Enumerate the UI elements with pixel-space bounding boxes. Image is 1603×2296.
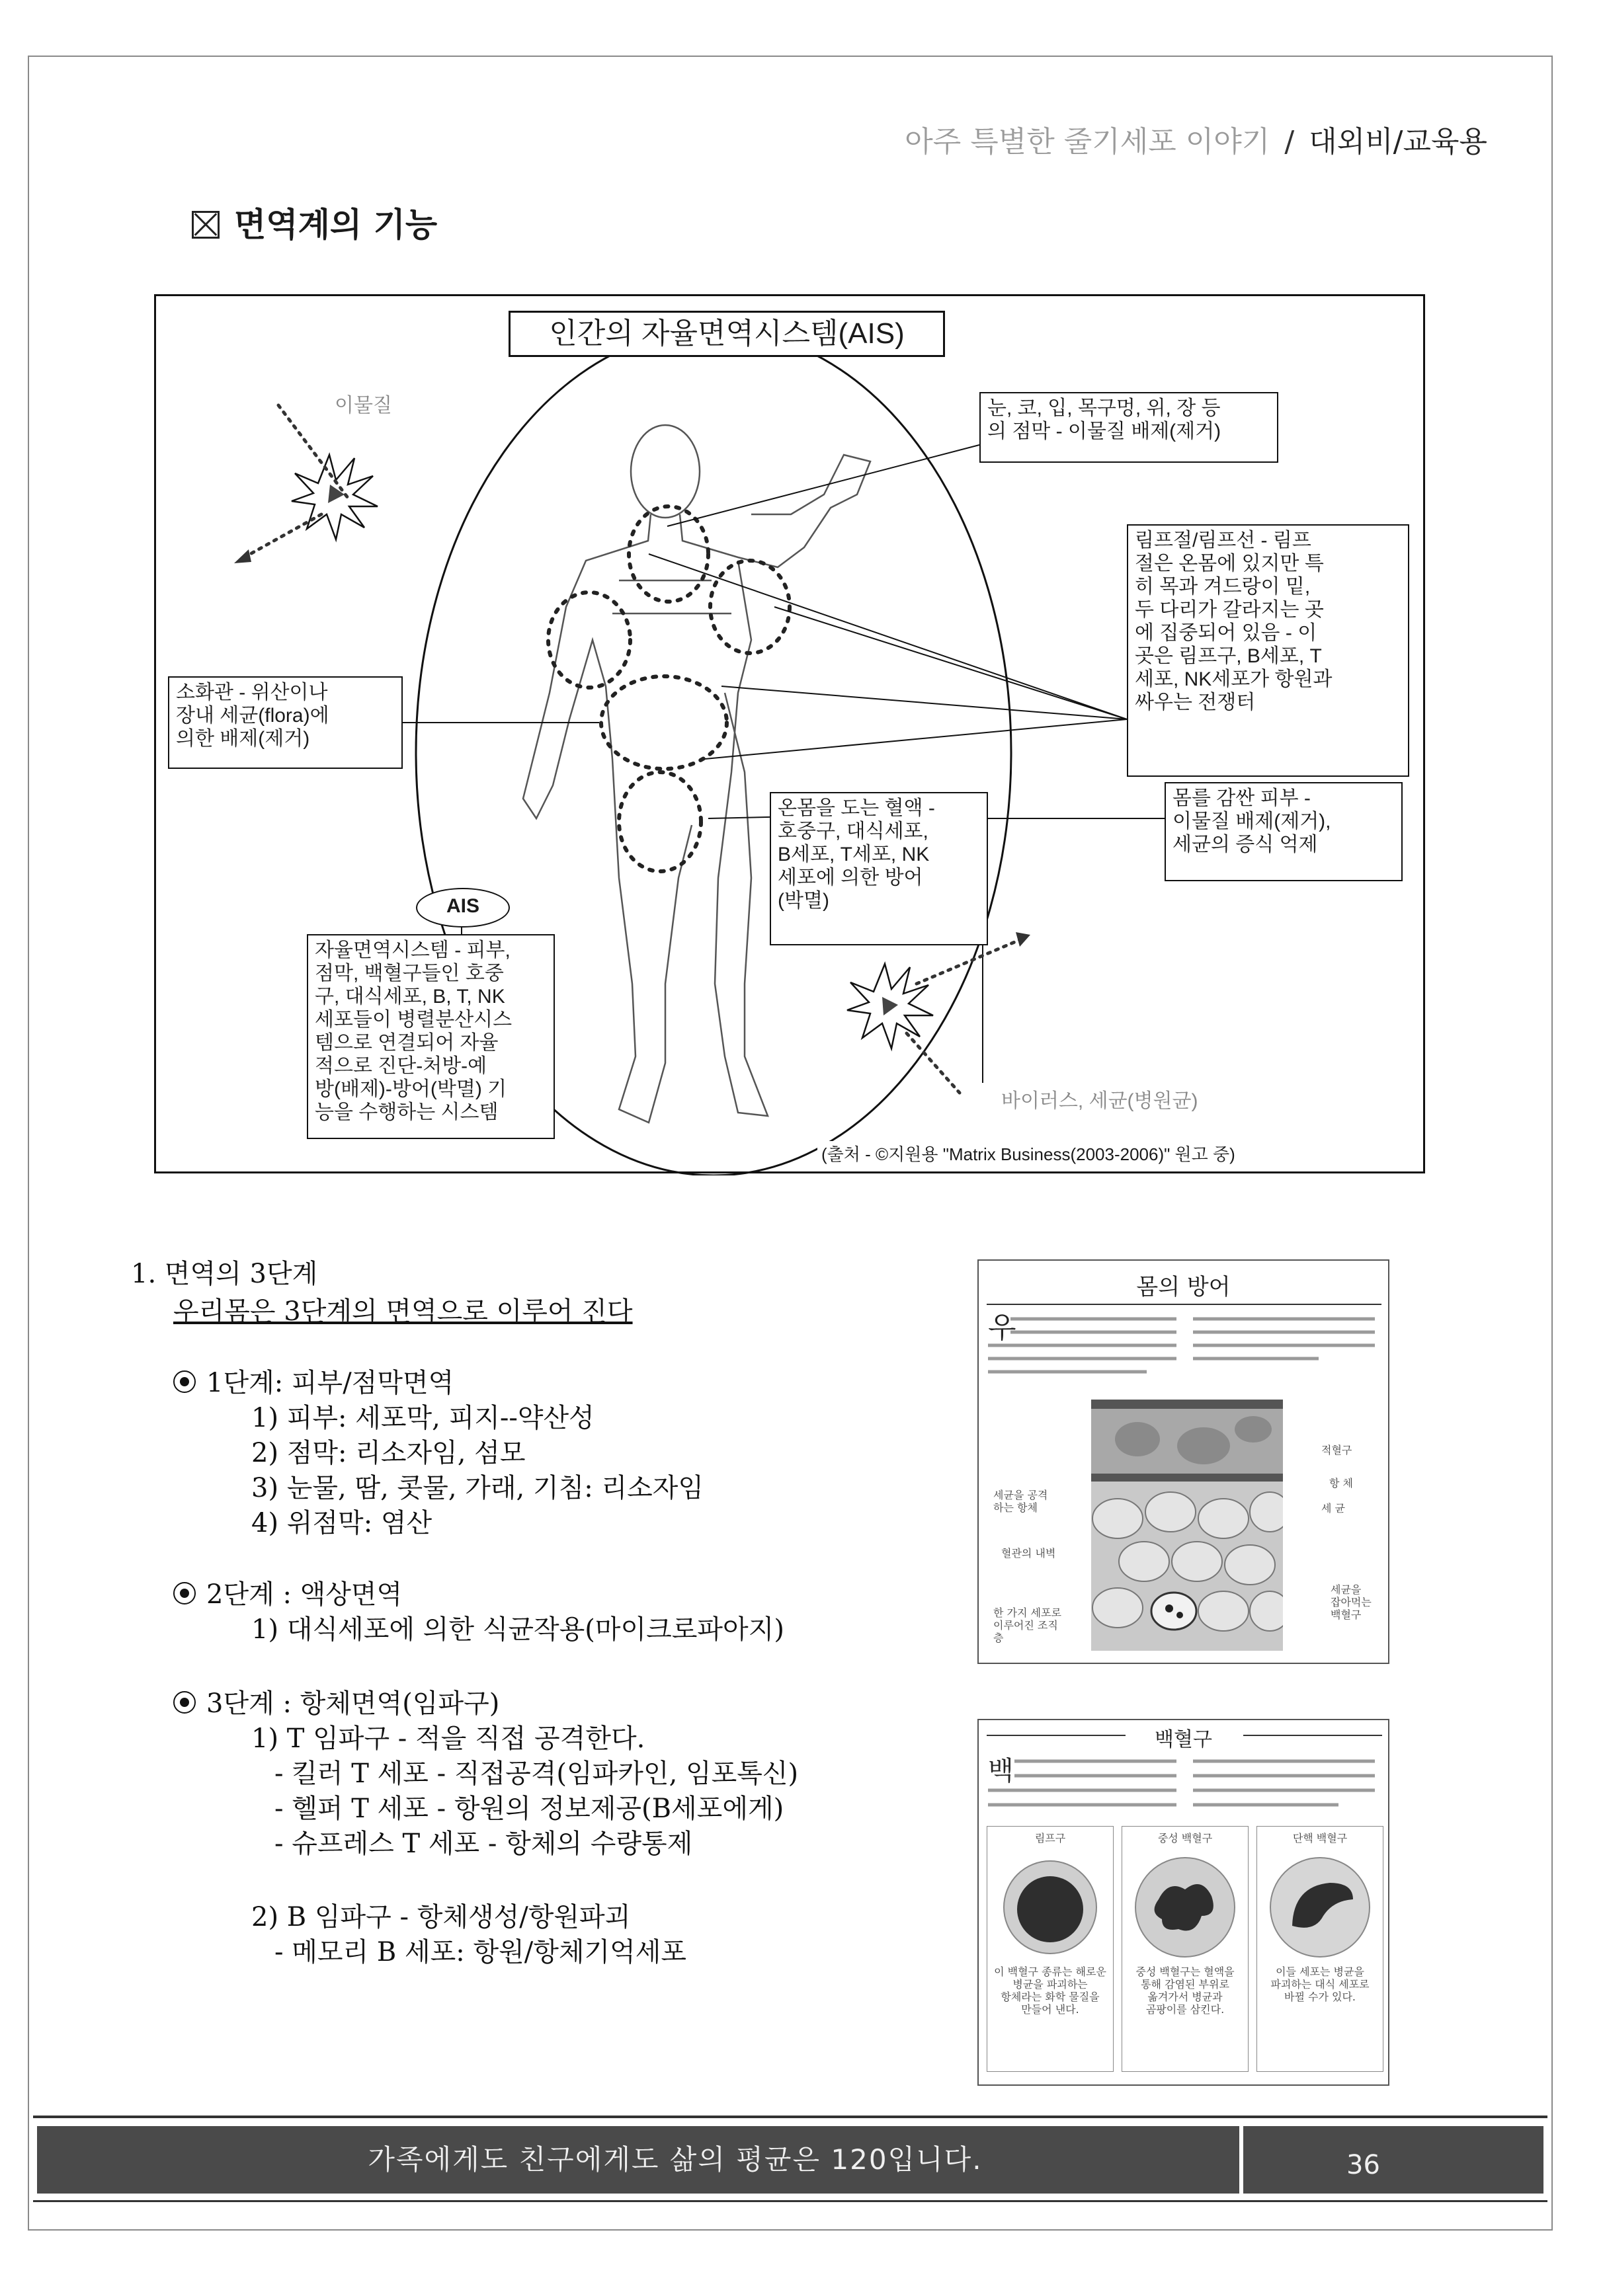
- bullet-circle-icon: [173, 1370, 196, 1393]
- header-title: 아주 특별한 줄기세포 이야기: [905, 125, 1270, 159]
- wbc-inset: [977, 1719, 1389, 2086]
- footer-slogan: 가족에게도 친구에게도 삶의 평균은 120입니다.: [368, 2143, 983, 2176]
- tissue-illustration: [1091, 1400, 1283, 1651]
- ais-tag: AIS: [416, 888, 510, 928]
- svg-text:우: 우: [988, 1312, 1016, 1345]
- lymphocyte-icon: [999, 1856, 1102, 1959]
- virus-label: 바이러스, 세균(병원균): [1001, 1090, 1198, 1112]
- digestive-box: 소화관 - 위산이나 장내 세균(flora)에 의한 배제(제거): [168, 676, 403, 769]
- burst-icon: [292, 455, 378, 539]
- cell-desc: 중성 백혈구는 혈액을 통해 감염된 부위로 옮겨가서 병균과 곰팡이를 삼킨다.: [1135, 1965, 1235, 2016]
- header-audience: 대외비/교육용: [1309, 125, 1487, 159]
- caption-bacteria: 세 균: [1321, 1502, 1345, 1515]
- footer-bar: [37, 2126, 1543, 2194]
- svg-text:백: 백: [988, 1756, 1014, 1786]
- bullet-circle-icon: [173, 1582, 196, 1604]
- stage3-item: 2) B 임파구 - 항체생성/항원파괴: [251, 1902, 631, 1932]
- stage1-item: 3) 눈물, 땀, 콧물, 가래, 기침: 리소자임: [251, 1473, 704, 1503]
- lymph-box: 림프절/림프선 - 림프 절은 온몸에 있지만 특 히 목과 겨드랑이 밑, 두 다리가 갈라지는 곳 에 집중되어 있음 - 이 곳은 림프구, B세포, T 세포, NK세포가 항원과 싸우는 전쟁터: [1127, 524, 1409, 777]
- footer-divider: [1239, 2126, 1243, 2194]
- header-separator: /: [1284, 125, 1295, 159]
- caption-antibody-attack: 세균을 공격하는 항체: [993, 1489, 1048, 1514]
- human-body-icon: [523, 425, 870, 1123]
- cell-label: 단핵 백혈구: [1292, 1832, 1348, 1844]
- page-number: 36: [1346, 2150, 1380, 2180]
- cell-label: 중성 백혈구: [1157, 1832, 1213, 1844]
- figure-source: (출처 - ©지원용 "Matrix Business(2003-2006)" 원고 중): [817, 1141, 1239, 1166]
- bullet-circle-icon: [173, 1691, 196, 1714]
- stage2-title: 2단계 : 액상면역: [173, 1573, 402, 1611]
- heading-subtitle: 우리몸은 3단계의 면역으로 이루어 진다: [173, 1296, 633, 1327]
- footer-rule-top: [33, 2116, 1547, 2118]
- ais-description-box: 자율면역시스템 - 피부, 점막, 백혈구들인 호중 구, 대식세포, B, T, NK 세포들이 병렬분산시스 템으로 연결되어 자율 적으로 진단-처방-예 방(배제)-방어(박멸) 기 능을 수행하는 시스템: [307, 934, 555, 1139]
- running-header: [905, 118, 1487, 160]
- figure-title: 인간의 자율면역시스템(AIS): [509, 311, 945, 357]
- cell-panel-lymphocyte: [987, 1826, 1114, 2072]
- caption-tissue-layer: 한 가지 세포로 이루어진 조직층: [993, 1606, 1061, 1644]
- stage3-item: - 킬러 T 세포 - 직접공격(임파카인, 임포톡신): [274, 1759, 799, 1789]
- cell-desc: 이 백혈구 종류는 해로운 병균을 파괴하는 항체라는 화학 물질을 만들어 낸다.: [994, 1965, 1106, 2016]
- cell-label: 림프구: [1034, 1832, 1066, 1844]
- monocyte-icon: [1267, 1853, 1373, 1962]
- stage1-item: 4) 위점막: 염산: [251, 1508, 432, 1538]
- defense-inset: [977, 1259, 1389, 1664]
- cell-panel-monocyte: [1256, 1826, 1383, 2072]
- illegible-text-lines: [988, 1752, 1381, 1818]
- caption-red-cell: 적혈구: [1321, 1444, 1352, 1456]
- section-title: [192, 198, 437, 246]
- section-title-text: 면역계의 기능: [234, 206, 438, 244]
- checkbox-x-icon: [192, 211, 220, 239]
- stage1-title: 1단계: 피부/점막면역: [173, 1362, 454, 1400]
- blood-box: 온몸을 도는 혈액 - 호중구, 대식세포, B세포, T세포, NK 세포에 의한 방어 (박멸): [770, 792, 988, 945]
- caption-antibody: 항 체: [1329, 1477, 1353, 1489]
- foreign-matter-label: 이물질: [335, 395, 392, 416]
- defense-inset-title: 몸의 방어: [1136, 1274, 1231, 1300]
- footer-rule-bottom: [33, 2200, 1547, 2202]
- stage1-item: 2) 점막: 리소자임, 섬모: [251, 1438, 526, 1468]
- stage3-item: 1) T 임파구 - 적을 직접 공격한다.: [251, 1723, 645, 1754]
- illegible-text-lines: [988, 1312, 1381, 1392]
- burst-icon: [847, 964, 933, 1049]
- stage1-item: 1) 피부: 세포막, 피지--약산성: [251, 1403, 595, 1433]
- wbc-inset-title: 백혈구: [1155, 1728, 1212, 1751]
- stage3-item: - 헬퍼 T 세포 - 항원의 정보제공(B세포에게): [274, 1794, 784, 1824]
- stage3-title: 3단계 : 항체면역(임파구): [173, 1682, 499, 1720]
- mucosa-box: 눈, 코, 입, 목구멍, 위, 장 등 의 점막 - 이물질 배제(제거): [979, 392, 1278, 463]
- caption-wbc: 세균을 잡아먹는 백혈구: [1331, 1583, 1372, 1621]
- skin-box: 몸를 감싼 피부 - 이물질 배제(제거), 세균의 증식 억제: [1165, 782, 1403, 881]
- heading-immunity-stages: 1. 면역의 3단계: [131, 1259, 318, 1289]
- cell-panel-neutrophil: [1122, 1826, 1249, 2072]
- stage3-item: - 슈프레스 T 세포 - 항체의 수량통제: [274, 1829, 693, 1859]
- ais-figure: [154, 294, 1425, 1173]
- neutrophil-icon: [1132, 1853, 1238, 1962]
- stage3-item: - 메모리 B 세포: 항원/항체기억세포: [274, 1937, 687, 1967]
- stage2-item: 1) 대식세포에 의한 식균작용(마이크로파아지): [251, 1614, 784, 1645]
- cell-desc: 이들 세포는 병균을 파괴하는 대식 세포로 바뀔 수가 있다.: [1270, 1965, 1370, 2003]
- caption-vessel-wall: 혈관의 내벽: [1001, 1547, 1056, 1560]
